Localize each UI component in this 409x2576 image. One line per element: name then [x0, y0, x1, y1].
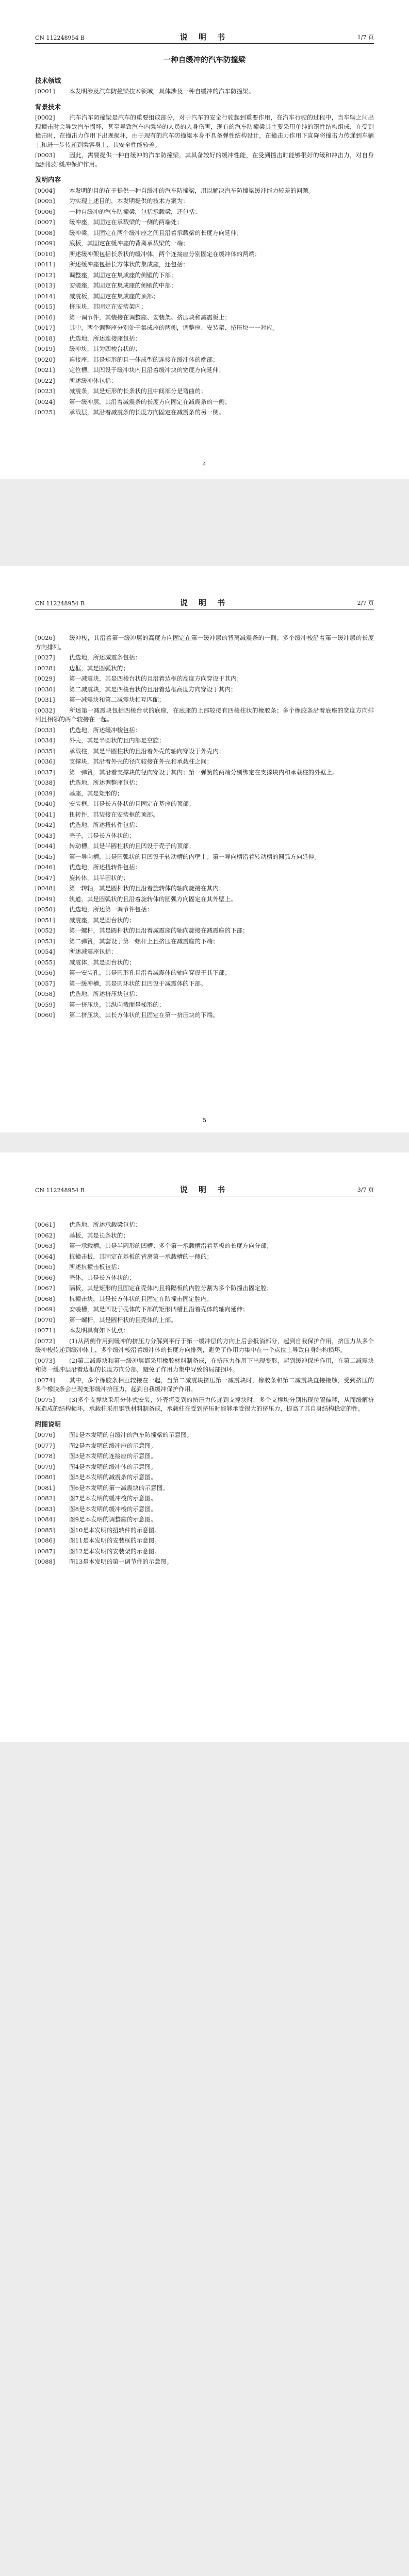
- paragraph-number: [0080]: [35, 1473, 55, 1481]
- paragraph: [35, 905, 374, 914]
- paragraph-number: [0009]: [35, 240, 55, 247]
- paragraph-text: 图5是本发明的减震条的示意图。: [69, 1473, 157, 1481]
- paragraph-number: [0018]: [35, 334, 55, 342]
- paragraph-text: 图2是本发明的缓冲座的示意图。: [69, 1442, 157, 1449]
- paragraph: [35, 1536, 374, 1546]
- paragraph-text: 减震座，其是圆台状的；: [69, 916, 135, 924]
- paragraph: [35, 800, 374, 809]
- paragraph: [35, 1274, 374, 1283]
- page-header: [35, 32, 374, 44]
- paragraph: [35, 398, 374, 407]
- paragraph-number: [0075]: [35, 1396, 55, 1403]
- paragraph: [35, 151, 374, 169]
- paragraph-text: 第一缓冲槽，其是圆环状的且凹设于减震体的下部。: [69, 979, 207, 987]
- paragraph: [35, 884, 374, 893]
- paragraph-text: (1)从两侧作用到缓冲的挤压力分解到平行于第一缓冲层的方向上后会抵消部分，起到自我保护作用，挤压力从多个缓冲梭传递到缓冲体上，多个缓冲梭沿着缓冲体的长度方向排列，避免了作用力集中在一个点位上导致自身结构损坏。: [35, 1337, 374, 1353]
- paragraph-number: [0045]: [35, 853, 55, 860]
- paragraph-number: [0035]: [35, 747, 55, 755]
- paragraph-text: 汽车汽车防撞梁是汽车的重要组成部分，对于汽车的安全行驶起到重要作用，在汽车行驶的过程中，当车辆之间出现撞击时会导致汽车损坏，甚至导致汽车内乘坐的人员的人身伤害，现有的汽车防撞梁其主要采用单纯的钢性结构组成，在受到撞击时，在撞击力作用下出现损坏，由于现有的汽车防撞梁本身不具备弹性结构设计，在撞击力作用下直降将撞击力传递到车辆上和进一步传递到乘客身上，其安全性能较差。: [35, 114, 374, 148]
- paragraph: [35, 979, 374, 989]
- paragraph-text: 第一转轴，其是圆杆状的且沿着旋转体的轴向旋接在其内；: [69, 885, 225, 892]
- header-title: 说 明 书: [179, 598, 230, 607]
- paragraph: [35, 1316, 374, 1325]
- paragraph: [35, 1221, 374, 1230]
- paragraph-number: [0073]: [35, 1357, 55, 1364]
- paragraph-number: [0055]: [35, 958, 55, 966]
- paragraph-number: [0040]: [35, 800, 55, 807]
- paragraph-text: 优选地，所述挤压块包括：: [69, 990, 141, 997]
- paragraph-text: 隔板，其是矩形的且固定在壳体内且将隔板的内腔分割为多个防撞击固定腔；: [69, 1284, 273, 1292]
- paragraph-number: [0054]: [35, 948, 55, 955]
- paragraph-number: [0081]: [35, 1484, 55, 1492]
- paragraph-number: [0032]: [35, 706, 55, 714]
- paragraph: [35, 947, 374, 957]
- paragraph: [35, 1494, 374, 1503]
- paragraph-text: 抗撞击板，其固定在基板的背离第一承载槽的一侧的；: [69, 1252, 213, 1260]
- paragraph-number: [0053]: [35, 937, 55, 945]
- paragraph-number: [0027]: [35, 654, 55, 661]
- paragraph-text: 第二弹簧，其套设于第一螺杆上且挤压在减震座的下端；: [69, 937, 219, 945]
- paragraph-number: [0034]: [35, 737, 55, 744]
- document-page-3: [0, 1153, 409, 1742]
- paragraph-text: 缓冲座，其固定在承载梁的一侧的两端处；: [69, 218, 183, 226]
- paragraph-text: 所述抗撞击板包括：: [69, 1263, 123, 1270]
- paragraph-number: [0052]: [35, 927, 55, 934]
- paragraph-text: 缓冲梭，其沿着第一缓冲层的高度方向固定在第一缓冲层的背离减震条的一侧；多个缓冲梭沿着第一缓冲层的长度方向排列。: [35, 634, 374, 651]
- paragraph: [35, 664, 374, 673]
- paragraph: [35, 706, 374, 724]
- paragraph: [35, 674, 374, 684]
- paragraph-text: (2)第二减震块和第一缓冲层都采用橡胶材料制备成，在挤压力作用下出现变形，起到缓冲保护作用，在第二减震块和第一缓冲层沿着边框的长度方向分部，避免了作用力集中导致的局部损坏。: [35, 1357, 374, 1373]
- paragraph: [35, 218, 374, 227]
- paragraph-number: [0038]: [35, 779, 55, 786]
- paragraph-number: [0066]: [35, 1274, 55, 1281]
- paragraph-number: [0037]: [35, 768, 55, 776]
- paragraph-number: [0047]: [35, 874, 55, 882]
- paragraph-text: 挤压块，其固定在安装架内；: [69, 303, 147, 310]
- paragraph-number: [0043]: [35, 832, 55, 839]
- paragraph-text: 本发明的目的在于提供一种自缓冲的汽车防撞梁，用以解决汽车防撞梁缓冲能力较差的问题。: [69, 187, 315, 194]
- paragraph: [35, 87, 374, 96]
- paragraph: [35, 926, 374, 936]
- paragraph-text: 优选地，所述连接座包括：: [69, 334, 141, 342]
- paragraph-text: 图1是本发明的自缓冲的汽车防撞梁的示意图。: [69, 1431, 193, 1438]
- paragraph: [35, 736, 374, 745]
- paragraph: [35, 324, 374, 333]
- paragraph: [35, 1284, 374, 1293]
- page-content: [35, 56, 374, 419]
- paragraph-text: 优选地，所述承载梁包括：: [69, 1221, 141, 1228]
- paragraph: [35, 250, 374, 259]
- paragraph-text: 第一缓冲层，其沿着减震条的长度方向固定在减震条的一侧；: [69, 398, 231, 405]
- paragraph-number: [0004]: [35, 187, 55, 194]
- patent-number: CN 112248954 B: [35, 600, 85, 607]
- paragraph-number: [0016]: [35, 313, 55, 321]
- paragraph: [35, 229, 374, 238]
- paragraph-text: 第一螺杆，其是圆杆状的且沿着减震座的轴向旋接在减震座的下部；: [69, 927, 249, 934]
- paragraph: [35, 1001, 374, 1010]
- paragraph: [35, 1011, 374, 1020]
- page-content: [35, 634, 374, 1022]
- paragraph-text: 底板，其固定在缓冲座的背离承载梁的一端；: [69, 240, 189, 247]
- paragraph: [35, 1463, 374, 1472]
- paragraph: [35, 1263, 374, 1272]
- paragraph-number: [0057]: [35, 979, 55, 987]
- paragraph-text: 转动槽，其是半圆柱状的且凹设于壳子的顶部；: [69, 842, 195, 850]
- paragraph: [35, 863, 374, 872]
- paragraph: [35, 1242, 374, 1251]
- paragraph-number: [0020]: [35, 355, 55, 363]
- paragraph: [35, 292, 374, 301]
- paragraph-number: [0064]: [35, 1252, 55, 1260]
- paragraph-number: [0024]: [35, 398, 55, 405]
- paragraph-number: [0076]: [35, 1431, 55, 1438]
- paragraph: [35, 1305, 374, 1314]
- paragraph: [35, 1337, 374, 1355]
- paragraph-number: [0068]: [35, 1295, 55, 1302]
- paragraph: [35, 1396, 374, 1414]
- paragraph: [35, 334, 374, 344]
- patent-number: CN 112248954 B: [35, 1187, 85, 1194]
- paragraph-number: [0033]: [35, 726, 55, 734]
- paragraph: [35, 778, 374, 788]
- paragraph-number: [0030]: [35, 685, 55, 693]
- paragraph-text: 本发明具有如下优点：: [69, 1327, 129, 1334]
- paragraph: [35, 366, 374, 375]
- paragraph-number: [0088]: [35, 1558, 55, 1565]
- paragraph-text: 图8是本发明的缓冲梭的示意图。: [69, 1505, 157, 1513]
- paragraph-text: 基座，其是矩形的；: [69, 789, 123, 797]
- paragraph: [35, 208, 374, 217]
- paragraph-text: 其中，多个橡胶条相互较接在一起，当第二减震块挤压第一减震块时，橡胶条和第二减震块直接接触，受到挤压的多个橡胶条会出现变形缓冲挤压力，起到自我缓冲保护作用。: [35, 1376, 374, 1393]
- paragraph-text: 本发明涉及汽车防撞梁技术领域，具体涉及一种自缓冲的汽车防撞梁。: [69, 88, 255, 95]
- paragraph-number: [0069]: [35, 1306, 55, 1313]
- paragraph: [35, 113, 374, 149]
- paragraph: [35, 853, 374, 862]
- paragraph: [35, 747, 374, 756]
- paragraph-text: 所述第一减震块包括四棱台状的底座，在底座的上部较接有四棱柱状的橡胶条；多个橡胶条沿着底座的宽度方向排列且相邻的两个较接在一起。: [35, 706, 374, 723]
- paragraph: [35, 768, 374, 777]
- section-heading: 发明内容: [35, 176, 61, 183]
- paragraph-text: 一种自缓冲的汽车防撞梁，包括承载梁，还包括：: [69, 208, 201, 215]
- paragraph-number: [0067]: [35, 1284, 55, 1292]
- paragraph: [35, 408, 374, 417]
- paragraph-text: 承载层，其沿着减震条的长度方向固定在减震条的另一侧。: [69, 409, 225, 416]
- paragraph-number: [0039]: [35, 789, 55, 797]
- paragraph: [35, 810, 374, 820]
- paragraph-text: 第一减震块，其是四棱台状的且沿着边框的高度方向穿设于其内；: [69, 675, 243, 682]
- paragraph-text: 减震板，其固定在集成座的顶部；: [69, 292, 159, 300]
- paragraph-text: 所述缓冲座包括长方体状的集成座，还包括：: [69, 261, 189, 268]
- paragraph: [35, 377, 374, 386]
- document-title: 一种自缓冲的汽车防撞梁: [163, 56, 246, 64]
- paragraph-text: 为实现上述目的，本发明提供的技术方案为：: [69, 197, 189, 205]
- paragraph-text: 图3是本发明的连接座的示意图。: [69, 1452, 157, 1460]
- paragraph-text: 第一螺杆，其是圆杆状的且壳体的上部。: [69, 1316, 177, 1324]
- paragraph: [35, 1326, 374, 1335]
- paragraph: [35, 1295, 374, 1304]
- page-header: [35, 598, 374, 609]
- paragraph-text: 图9是本发明的调整座的示意图。: [69, 1516, 157, 1523]
- paragraph: [35, 197, 374, 206]
- paragraph: [35, 1557, 374, 1567]
- paragraph-number: [0041]: [35, 810, 55, 818]
- paragraph: [35, 1376, 374, 1394]
- paragraph: [35, 832, 374, 841]
- paragraph-text: 图7是本发明的缓冲梭的示意图。: [69, 1495, 157, 1502]
- paragraph: [35, 387, 374, 396]
- paragraph-text: 壳子，其是长方体状的；: [69, 832, 135, 839]
- paragraph-text: 壳体，其是长方体状的；: [69, 1274, 135, 1281]
- paragraph-number: [0084]: [35, 1516, 55, 1523]
- paragraph-number: [0028]: [35, 664, 55, 672]
- section-heading: 技术领域: [35, 76, 61, 84]
- paragraph-number: [0022]: [35, 377, 55, 384]
- paragraph-number: [0060]: [35, 1011, 55, 1019]
- paragraph: [35, 726, 374, 735]
- paragraph: [35, 260, 374, 269]
- paragraph: [35, 685, 374, 694]
- paragraph-number: [0049]: [35, 895, 55, 903]
- paragraph-number: [0086]: [35, 1537, 55, 1544]
- paragraph-text: 缓冲块，其为四棱台状的；: [69, 345, 141, 352]
- paragraph-number: [0058]: [35, 990, 55, 997]
- paragraph: [35, 302, 374, 312]
- paragraph-text: 旋转体，其半圆状的；: [69, 874, 129, 882]
- paragraph-text: 第一安装孔，其是圆形孔且沿着减震体的轴向穿设于其下部；: [69, 969, 231, 976]
- paragraph: [35, 937, 374, 946]
- paragraph-text: 边框，其是圆弧状的；: [69, 664, 129, 672]
- paragraph-number: [0082]: [35, 1495, 55, 1502]
- paragraph-number: [0017]: [35, 324, 55, 331]
- page-label: 3/7 页: [357, 1187, 374, 1193]
- paragraph-number: [0062]: [35, 1231, 55, 1239]
- page-content: [35, 1221, 374, 1568]
- paragraph-text: 图6是本发明的第一减震块的示意图。: [69, 1484, 169, 1492]
- paragraph-text: 安装槽，其是凹设于壳体的下部的矩形凹槽且沿着壳体的轴向延伸；: [69, 1306, 249, 1313]
- paragraph-number: [0036]: [35, 758, 55, 765]
- paragraph-number: [0074]: [35, 1376, 55, 1384]
- paragraph-number: [0005]: [35, 197, 55, 205]
- paragraph-number: [0023]: [35, 387, 55, 395]
- paragraph: [35, 789, 374, 799]
- paragraph: [35, 239, 374, 248]
- paragraph: [35, 696, 374, 705]
- paragraph-number: [0061]: [35, 1221, 55, 1228]
- paragraph-number: [0031]: [35, 696, 55, 703]
- paragraph: [35, 271, 374, 280]
- paragraph: [35, 757, 374, 767]
- paragraph-number: [0006]: [35, 208, 55, 215]
- paragraph-text: 优选地，所述扭转件包括：: [69, 821, 141, 828]
- paragraph-text: 抗撞击块，其是长方体状的且固定在防撞击固定腔内；: [69, 1295, 213, 1302]
- paragraph: [35, 821, 374, 830]
- paragraph-number: [0051]: [35, 916, 55, 924]
- paragraph-text: 图13是本发明的第一调节件的示意图。: [69, 1558, 173, 1565]
- paragraph-number: [0063]: [35, 1242, 55, 1249]
- paragraph: [35, 1357, 374, 1375]
- paragraph-number: [0085]: [35, 1526, 55, 1534]
- paragraph-number: [0048]: [35, 885, 55, 892]
- paragraph-number: [0010]: [35, 250, 55, 258]
- paragraph-text: 优选地，所述调整座包括：: [69, 779, 141, 786]
- paragraph-text: 减震体，其是圆台状的；: [69, 958, 135, 966]
- page-header: [35, 1184, 374, 1196]
- page-number: 5: [203, 1117, 206, 1124]
- paragraph-number: [0070]: [35, 1316, 55, 1324]
- paragraph-text: 第一挤压块，其纵向截面是梯形的；: [69, 1001, 165, 1008]
- paragraph: [35, 874, 374, 883]
- page-label: 2/7 页: [357, 600, 374, 606]
- paragraph-text: 安装座，其固定在集成座的侧壁的中部；: [69, 282, 177, 289]
- document-page-1: [0, 0, 409, 479]
- paragraph-text: 所述缓冲体包括：: [69, 377, 117, 384]
- paragraph-text: 基板，其是长条状的；: [69, 1231, 129, 1239]
- paragraph-text: 第一导向槽，其是圆弧状的且凹设于转动槽的内壁上；第一导向槽沿着转动槽的圆弧方向延伸。: [69, 853, 320, 860]
- paragraph-text: 第一调节件，其装接在调整座、安装架、挤压块和减震板上；: [69, 313, 231, 321]
- paragraph-number: [0059]: [35, 1001, 55, 1008]
- paragraph-number: [0025]: [35, 409, 55, 416]
- paragraph-text: 第一减震块和第二减震块相互匹配；: [69, 696, 165, 703]
- paragraph-text: 定位槽，其凹设于缓冲块内且沿着缓冲块的宽度方向延伸；: [69, 366, 225, 374]
- paragraph-text: 轨道，其是圆弧状的且沿着旋转体的圆弧方向固定在其外壁上。: [69, 895, 237, 903]
- paragraph: [35, 1526, 374, 1535]
- paragraph-text: (3)多个支撑块采用分体式安装，外壳将受到的挤压力传递到支撑块时，多个支撑块分别出现位置偏移，从而缓解挤压造成的结构损坏，承载柱采用钢铁材料制备成，承载柱在受到挤压时能够承受很大的挤压力，提高了其自身结构稳定的性。: [35, 1396, 374, 1412]
- paragraph-number: [0007]: [35, 218, 55, 226]
- paragraph-text: 承载柱，其是半圆柱状的且沿着外壳的轴向穿设于外壳内；: [69, 747, 225, 755]
- paragraph-number: [0042]: [35, 821, 55, 828]
- paragraph-text: 第一承载槽，其是半圆形的凹槽；多个第一承载槽沿着基板的长度方向分部；: [69, 1242, 273, 1249]
- paragraph: [35, 313, 374, 323]
- paragraph-number: [0056]: [35, 969, 55, 976]
- paragraph: [35, 653, 374, 663]
- paragraph-text: 优选地，所述减震条包括：: [69, 654, 141, 661]
- patent-number: CN 112248954 B: [35, 35, 85, 41]
- paragraph-number: [0077]: [35, 1442, 55, 1449]
- paragraph: [35, 1431, 374, 1440]
- paragraph-number: [0079]: [35, 1463, 55, 1470]
- paragraph: [35, 969, 374, 978]
- paragraph-number: [0026]: [35, 634, 55, 641]
- paragraph-text: 连接座，其是矩形的且一体成型的连接在缓冲体的端部；: [69, 355, 219, 363]
- section-heading: 背景技术: [35, 103, 61, 111]
- paragraph-text: 图4是本发明的缓冲体的示意图。: [69, 1463, 157, 1470]
- paragraph-text: 因此，需要提供一种自缓冲的汽车防撞梁，其具备较好的缓冲性能，在受到撞击时能够很好的缓和冲击力，对自身起到很好缓冲保护作用。: [35, 151, 374, 168]
- section-heading: 附图说明: [35, 1420, 61, 1428]
- paragraph-number: [0002]: [35, 114, 55, 121]
- paragraph-text: 优选地，所述扭转件包括：: [69, 863, 141, 871]
- paragraph-text: 图12是本发明的安装架的示意图。: [69, 1547, 161, 1555]
- document-page-2: [0, 566, 409, 1132]
- paragraph-number: [0001]: [35, 88, 55, 95]
- paragraph: [35, 958, 374, 968]
- header-title: 说 明 书: [179, 1185, 230, 1194]
- paragraph-text: 调整座，其固定在集成座的侧壁的下部；: [69, 271, 177, 279]
- page-label: 1/7 页: [357, 34, 374, 41]
- paragraph: [35, 1442, 374, 1451]
- paragraph: [35, 1452, 374, 1461]
- paragraph: [35, 345, 374, 354]
- paragraph: [35, 842, 374, 851]
- paragraph-text: 支撑块，其沿着外壳的径向较接在外壳和承载柱之间；: [69, 758, 213, 765]
- paragraph: [35, 355, 374, 365]
- paragraph-text: 其中，两个调整座分别处于集成座的两侧，调整座、安装架、挤压块一一对应。: [69, 324, 279, 331]
- paragraph-number: [0044]: [35, 842, 55, 850]
- paragraph-text: 第二挤压块，其长方体状的且固定在第一挤压块的下端。: [69, 1011, 219, 1019]
- paragraph: [35, 281, 374, 291]
- paragraph-text: 减震条，其是矩形的长条状的且中间部分是弯曲的；: [69, 387, 207, 395]
- paragraph: [35, 634, 374, 652]
- header-title: 说 明 书: [179, 32, 230, 42]
- paragraph-text: 安装框，其是长方体状的且固定在基座的顶部；: [69, 800, 195, 807]
- paragraph: [35, 990, 374, 999]
- paragraph-text: 第一弹簧，其沿着支撑块的径向穿设于其内；第一弹簧的两端分别绑定在支撑块内和承载柱的外壁上。: [69, 768, 338, 776]
- paragraph-text: 优选地，所述缓冲梭包括：: [69, 726, 141, 734]
- paragraph-number: [0013]: [35, 282, 55, 289]
- paragraph-number: [0071]: [35, 1327, 55, 1334]
- paragraph: [35, 1231, 374, 1241]
- paragraph: [35, 1484, 374, 1493]
- paragraph-text: 所述缓冲架包括长条状的缓冲体，两个连接座分别固定在缓冲体的两端；: [69, 250, 261, 258]
- paragraph-text: 扭转件，其装接在安装框的顶部。: [69, 810, 159, 818]
- paragraph-number: [0011]: [35, 261, 55, 268]
- paragraph-number: [0087]: [35, 1547, 55, 1555]
- paragraph: [35, 1473, 374, 1482]
- page-number: 4: [203, 461, 206, 468]
- paragraph-number: [0078]: [35, 1452, 55, 1460]
- paragraph-number: [0050]: [35, 906, 55, 913]
- paragraph-number: [0072]: [35, 1337, 55, 1345]
- paragraph-text: 优选地，所述第一调节件包括：: [69, 906, 153, 913]
- paragraph: [35, 1505, 374, 1514]
- paragraph: [35, 1515, 374, 1524]
- paragraph-number: [0014]: [35, 292, 55, 300]
- paragraph-number: [0019]: [35, 345, 55, 352]
- paragraph-text: 缓冲梁，其固定在两个缓冲座之间且沿着承载梁的长度方向延伸；: [69, 229, 243, 236]
- paragraph: [35, 1252, 374, 1262]
- paragraph-number: [0003]: [35, 151, 55, 159]
- paragraph-number: [0046]: [35, 863, 55, 871]
- paragraph-number: [0065]: [35, 1263, 55, 1270]
- paragraph-text: 所述减震座包括：: [69, 948, 117, 955]
- paragraph-text: 第二减震块，其是四棱台状的且沿着边框高度方向穿设于其内；: [69, 685, 237, 693]
- paragraph-number: [0029]: [35, 675, 55, 682]
- paragraph: [35, 187, 374, 196]
- paragraph: [35, 1547, 374, 1556]
- paragraph-text: 图11是本发明的安装框的示意图。: [69, 1537, 161, 1544]
- paragraph-number: [0012]: [35, 271, 55, 279]
- paragraph: [35, 895, 374, 904]
- paragraph-text: 图10是本发明的扭转件的示意图。: [69, 1526, 161, 1534]
- paragraph-number: [0015]: [35, 303, 55, 310]
- paragraph: [35, 916, 374, 925]
- paragraph-number: [0021]: [35, 366, 55, 374]
- paragraph-number: [0008]: [35, 229, 55, 236]
- paragraph-text: 外壳，其是半圆状的且内部是空腔；: [69, 737, 165, 744]
- paragraph-number: [0083]: [35, 1505, 55, 1513]
